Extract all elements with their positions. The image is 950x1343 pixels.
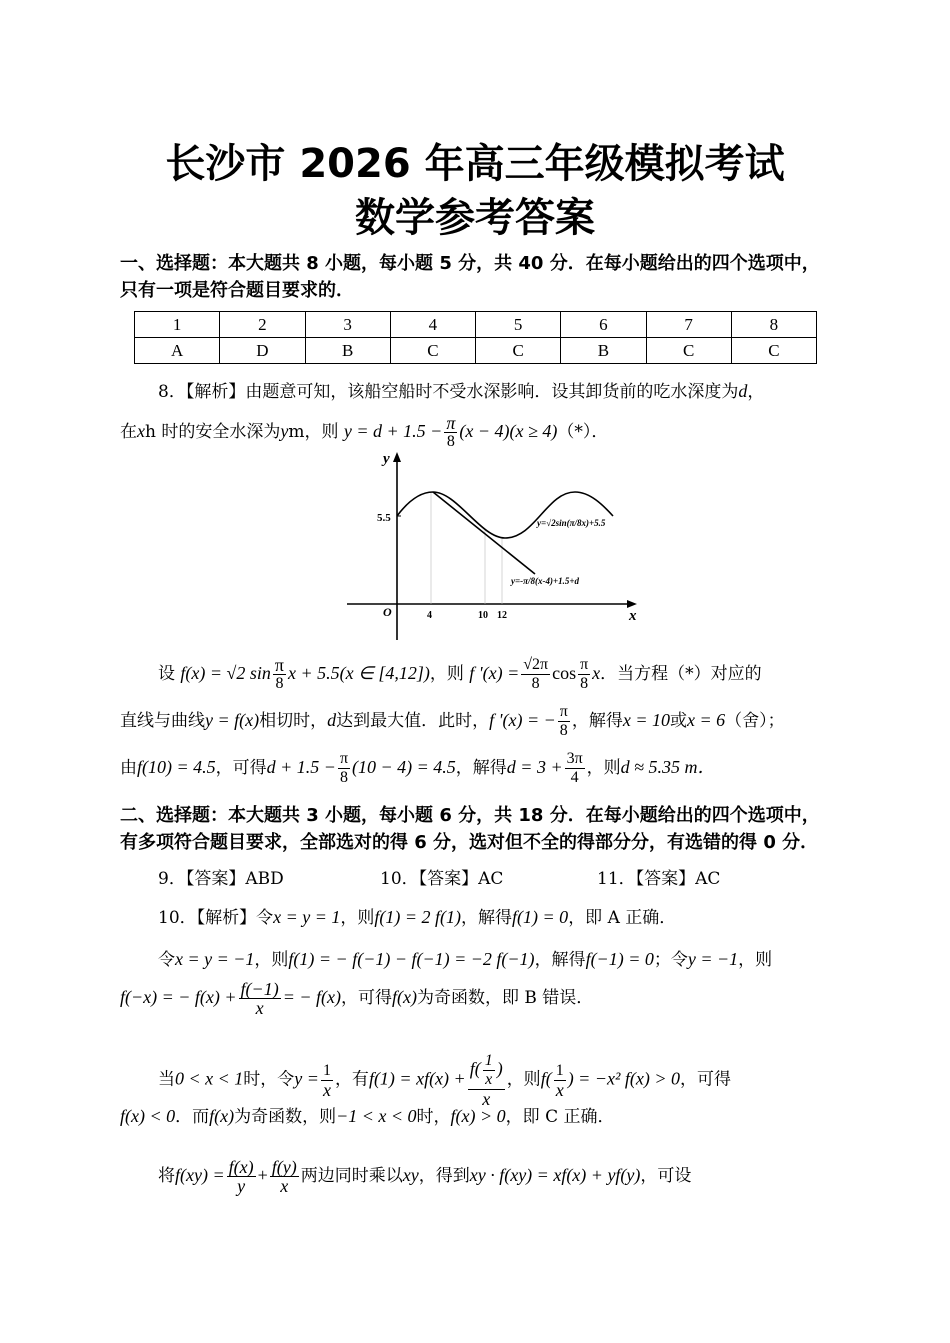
table-cell: B <box>561 338 646 364</box>
q8-line5: 由f(10) = 4.5，可得d + 1.5 − $\frac{\pi}{8}$ (10 − 4) = 4.5，解得d = 3 + $\frac{3\pi}{4}$ ，则d ≈ 5.35 m． <box>120 750 716 786</box>
table-cell: A <box>135 338 220 364</box>
q10-line3: f(−x) = − f(x) + $\frac{f(-1)}{x}$ = − f(x)，可得f(x)为奇函数，即 B 错误． <box>120 979 594 1018</box>
answer-10: 10．【答案】AC <box>380 869 504 889</box>
answer-table <box>134 311 817 364</box>
table-cell: D <box>220 338 305 364</box>
curve-label: y=√2sin(π/8x)+5.5 <box>537 518 606 528</box>
y-axis-arrow <box>393 452 401 462</box>
page-subtitle: 数学参考答案 <box>355 195 595 241</box>
table-cell: C <box>646 338 731 364</box>
q8-line4: 直线与曲线y = f(x)相切时，d达到最大值．此时，f '(x) = − $\frac{\pi}{8}$ ，解得x = 10或x = 6（舍）； <box>120 703 785 739</box>
answer-11: 11．【答案】AC <box>597 869 721 889</box>
x-axis-label: x <box>629 608 637 624</box>
table-cell: B <box>305 338 390 364</box>
table-cell: 2 <box>220 312 305 338</box>
sine-curve <box>397 492 613 538</box>
x-axis-arrow <box>627 600 637 608</box>
page-title: 长沙市 2026 年高三年级模拟考试 <box>165 141 785 187</box>
answer-table-wrap <box>134 311 817 364</box>
table-cell: 1 <box>135 312 220 338</box>
section2-heading: 二、选择题：本大题共 3 小题，每小题 6 分，共 18 分．在每小题给出的四个选项中， 有多项符合题目要求，全部选对的得 6 分，选对但不全的得部分分，有选错的得 0 分． <box>120 805 820 853</box>
q10-line1: 10．【解析】令x = y = 1，则f(1) = 2 f(1)，解得f(1) = 0，即 A 正确． <box>158 907 677 928</box>
table-cell: 4 <box>390 312 475 338</box>
table-cell: 6 <box>561 312 646 338</box>
q10-line5: f(x) < 0．而f(x)为奇函数，则−1 < x < 0时，f(x) > 0，即 C 正确． <box>120 1106 615 1127</box>
q8-line3: 设 f(x) = √2 sin $\frac{\pi}{8}$ x + 5.5(x ∈ [4,12])，则 f '(x) = $\frac{√2\pi}{8}$ cos $\frac{\pi}{8}$ x．当方程（*）对应的 <box>158 655 762 692</box>
line-label: y=-π/8(x-4)+1.5+d <box>511 576 580 586</box>
table-cell: 7 <box>646 312 731 338</box>
y-axis-label: y <box>383 451 390 467</box>
q8-line2: 在xh 时的安全水深为ym，则 y = d + 1.5 − $\frac{\pi}{8}$ (x − 4)(x ≥ 4)（*）． <box>120 413 609 450</box>
section1-heading: 一、选择题：本大题共 8 小题，每小题 5 分，共 40 分．在每小题给出的四个选项中， 只有一项是符合题目要求的． <box>120 253 820 301</box>
origin-label: O <box>383 605 392 619</box>
table-row-numbers <box>135 312 817 338</box>
q10-line2: 令x = y = −1，则f(1) = − f(−1) − f(−1) = −2 f(−1)，解得f(−1) = 0；令y = −1，则 <box>158 949 773 970</box>
table-cell: C <box>731 338 816 364</box>
tangent-graph <box>345 450 645 645</box>
table-cell: C <box>390 338 475 364</box>
x-tick-label: 10 <box>478 610 488 621</box>
x-tick-label: 12 <box>497 610 507 621</box>
tangent-line <box>433 492 535 574</box>
table-row-answers <box>135 338 817 364</box>
table-cell: 8 <box>731 312 816 338</box>
table-cell: C <box>476 338 561 364</box>
x-tick-label: 4 <box>427 610 432 621</box>
q8-line1: 8．【解析】由题意可知，该船空船时不受水深影响．设其卸货前的吃水深度为d， <box>158 381 765 402</box>
q10-line6: 将f(xy) = $\frac{f(x)}{y}$ + $\frac{f(y)}{x}$ 两边同时乘以xy，得到xy · f(xy) = xf(x) + yf(y)，可设 <box>158 1157 692 1196</box>
q10-line4: 当0 < x < 1时，令y = $\frac{1}{x}$ ，有f(1) = xf(x) + f( $\frac{1}{x}$ ) x ，则f( $\frac{1}{x}$ ) = −x² f(x) > 0，可得 <box>158 1052 731 1109</box>
table-cell: 5 <box>476 312 561 338</box>
table-cell: 3 <box>305 312 390 338</box>
y-tick-label: 5.5 <box>377 512 391 524</box>
answer-9: 9．【答案】ABD <box>158 869 284 889</box>
